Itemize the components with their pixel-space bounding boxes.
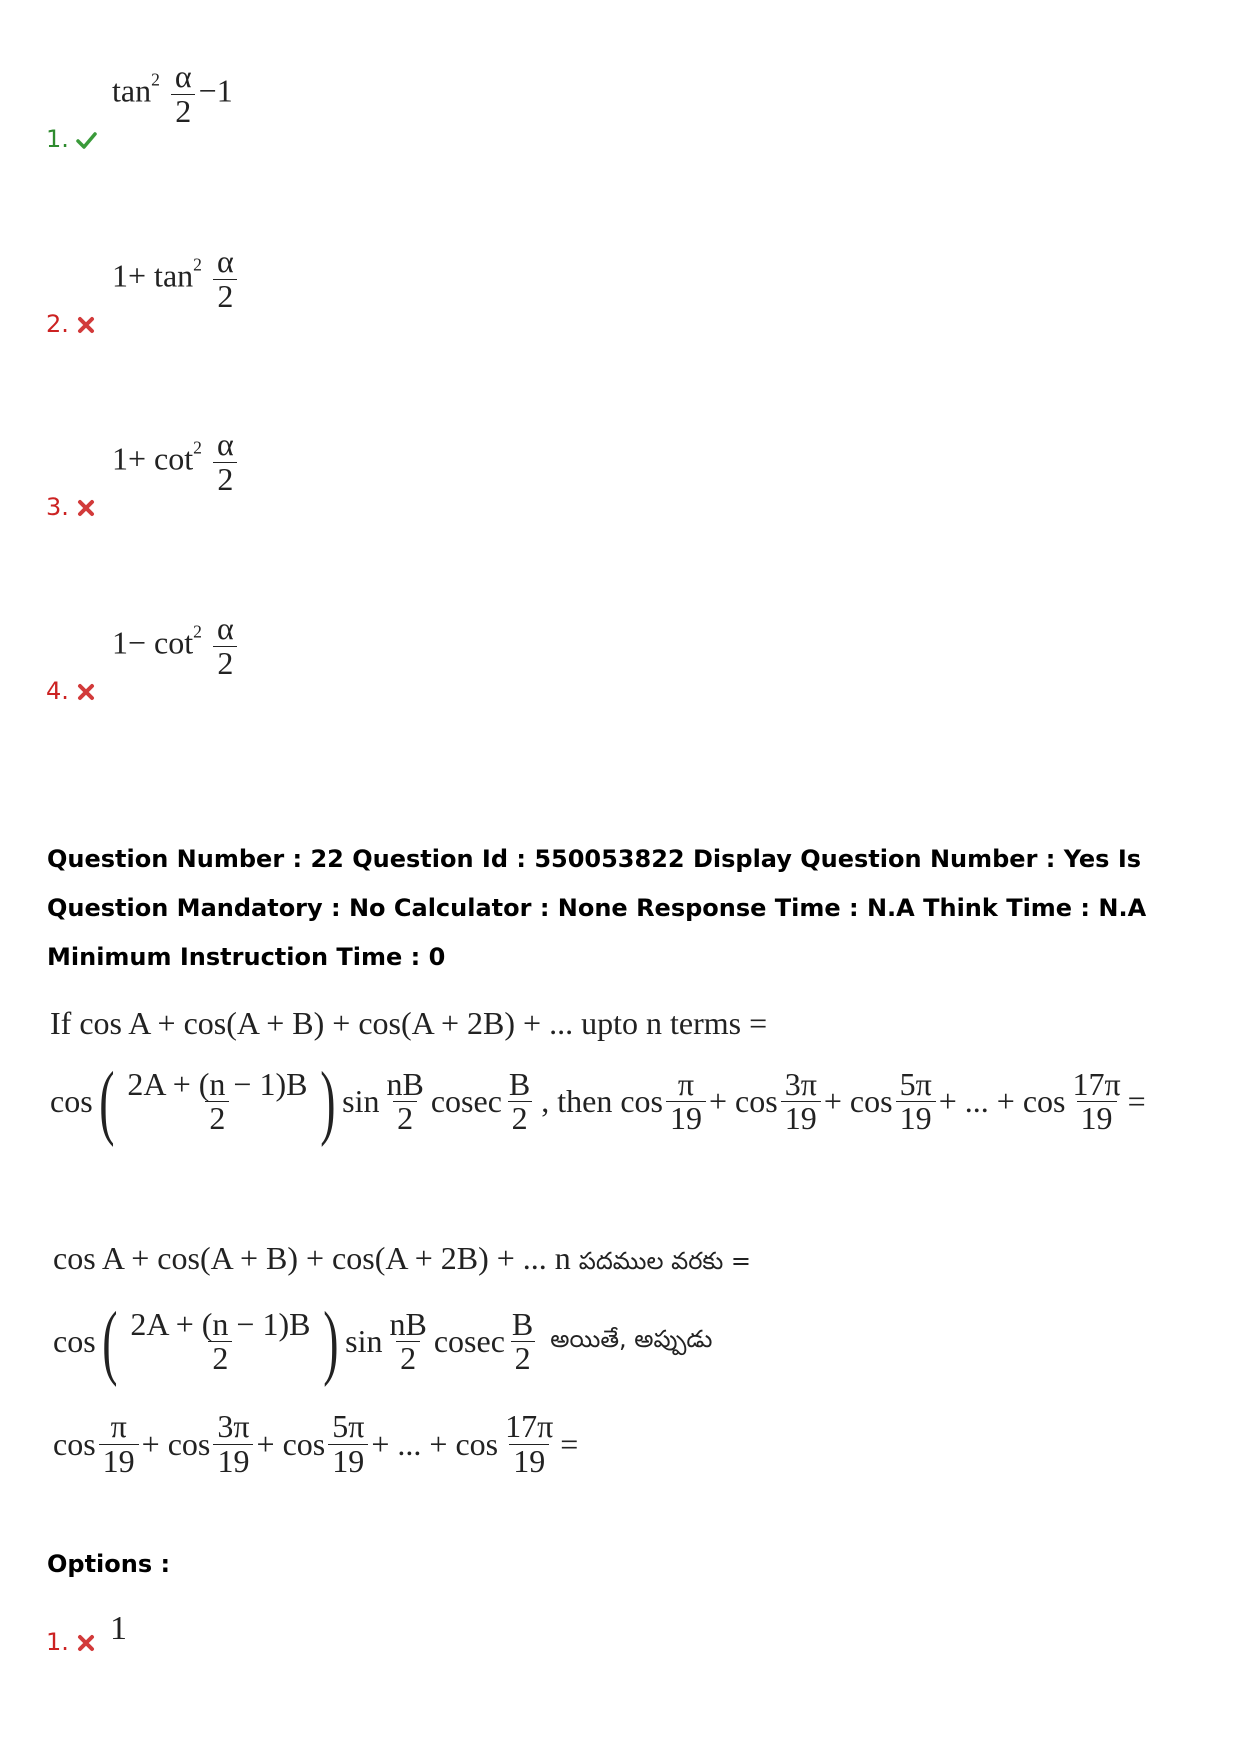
frac-den: 19 [896,1101,936,1136]
fraction-pi [99,1410,139,1478]
sin-label: sin [342,1083,380,1120]
frac-num: 2A + (n − 1)B [127,1065,308,1102]
plus-cos: + cos [256,1425,326,1462]
expr-func: 1+ tan [112,257,194,294]
check-icon [75,129,97,151]
expr-tail: −1 [198,72,233,109]
option-number [46,493,97,521]
equals: = [560,1425,579,1462]
frac-num: 17π [505,1408,554,1444]
telugu-line1-math: cos A + cos(A + B) + cos(A + 2B) + ... n [53,1240,571,1276]
cross-icon [75,497,97,519]
option-expression [112,60,233,128]
frac-den: 19 [213,1444,253,1479]
expr-exponent: 2 [193,254,202,275]
expr-func: 1+ cot [112,440,194,477]
fraction-5pi [328,1410,368,1478]
option-number-text: 3. [46,493,69,521]
then-text: , then cos [541,1083,663,1120]
fraction-nb [386,1305,431,1377]
frac-den: 19 [666,1101,706,1136]
cross-icon [75,681,97,703]
big-fraction [123,1065,311,1137]
fraction [213,612,238,680]
fraction-nb [383,1065,428,1137]
frac-num: α [174,58,192,94]
sin-label: sin [345,1323,383,1360]
question-telugu-line3 [53,1410,578,1478]
frac-den: 2 [213,462,237,497]
option-number [46,677,97,705]
frac-num: nB [386,1065,424,1102]
expr-exponent: 2 [193,437,202,458]
frac-num: B [508,1065,531,1102]
question-telugu-line2 [53,1295,713,1387]
option-number [46,1628,97,1656]
dots: + ... + cos [371,1425,499,1462]
expr-exponent: 2 [193,621,202,642]
frac-num: 3π [784,1065,817,1102]
fraction [213,428,238,496]
frac-num: α [216,243,234,279]
fraction-b [505,1065,534,1137]
option-number-text: 1. [46,125,69,153]
big-fraction [126,1305,314,1377]
frac-den: 2 [511,1341,535,1376]
fraction [171,60,196,128]
frac-den: 19 [781,1101,821,1136]
cosec-label: cosec [430,1083,502,1120]
options-label: Options : [47,1550,171,1578]
plus-cos: + cos [709,1083,778,1120]
fraction-pi [666,1065,706,1137]
question-english-line1: If cos A + cos(A + B) + cos(A + 2B) + ... upto n terms = [50,1005,768,1041]
expr-func: tan [112,72,152,109]
fraction-5pi [896,1065,936,1137]
frac-den: 19 [99,1444,139,1479]
cross-icon [75,314,97,336]
right-paren: ) [323,1295,339,1387]
dots: + ... + cos [938,1083,1066,1120]
frac-den: 2 [396,1341,420,1376]
frac-num: 2A + (n − 1)B [130,1305,311,1342]
telugu-line1-text: పదముల వరకు = [578,1247,751,1275]
frac-num: 5π [899,1065,932,1102]
frac-den: 19 [1077,1101,1117,1136]
question-telugu-line1 [53,1240,751,1281]
cos-label: cos [53,1425,96,1462]
telugu-line2-text: అయితే, అప్పుడు [550,1324,713,1353]
frac-den: 2 [508,1101,532,1136]
cos-label: cos [50,1083,93,1120]
option-value: 1 [110,1610,127,1647]
question-meta: Question Number : 22 Question Id : 550053822 Display Question Number : Yes Is Question Mandatory : No Calculator : None Response Time : N.A Think Time : N.A Minimum Instruction Time : 0 [47,845,1147,971]
frac-num: π [677,1065,695,1102]
frac-num: α [216,426,234,462]
left-paren: ( [98,1055,115,1147]
frac-num: α [216,610,234,646]
fraction-3pi [781,1065,821,1137]
frac-den: 19 [509,1444,549,1479]
cos-label: cos [53,1323,96,1360]
frac-den: 2 [171,94,195,129]
cosec-label: cosec [433,1323,505,1360]
option-number [46,125,97,153]
frac-den: 2 [205,1101,229,1136]
cross-icon [75,1632,97,1654]
question-english-line2 [50,1055,1146,1147]
left-paren: ( [101,1295,118,1387]
option-expression [112,612,241,680]
frac-num: 3π [217,1408,250,1444]
frac-num: 17π [1072,1065,1121,1102]
expr-exponent: 2 [151,69,160,90]
option-number [46,310,97,338]
expr-func: 1− cot [112,624,194,661]
fraction [213,245,238,313]
frac-num: nB [389,1305,427,1342]
frac-num: 5π [332,1408,365,1444]
fraction-3pi [213,1410,253,1478]
frac-den: 2 [213,279,237,314]
frac-den: 19 [328,1444,368,1479]
right-paren: ) [320,1055,336,1147]
frac-num: π [110,1408,127,1444]
fraction-b [508,1305,537,1377]
plus-cos: + cos [141,1425,211,1462]
fraction-17pi [1068,1065,1124,1137]
option-number-text: 2. [46,310,69,338]
option-expression [112,428,241,496]
option-number-text: 4. [46,677,69,705]
equals: = [1127,1083,1146,1120]
plus-cos: + cos [823,1083,893,1120]
fraction-17pi [501,1410,557,1478]
frac-num: B [511,1305,534,1342]
frac-den: 2 [393,1101,417,1136]
option-expression [112,245,241,313]
frac-den: 2 [213,646,237,681]
frac-den: 2 [208,1341,232,1376]
option-number-text: 1. [46,1628,69,1656]
